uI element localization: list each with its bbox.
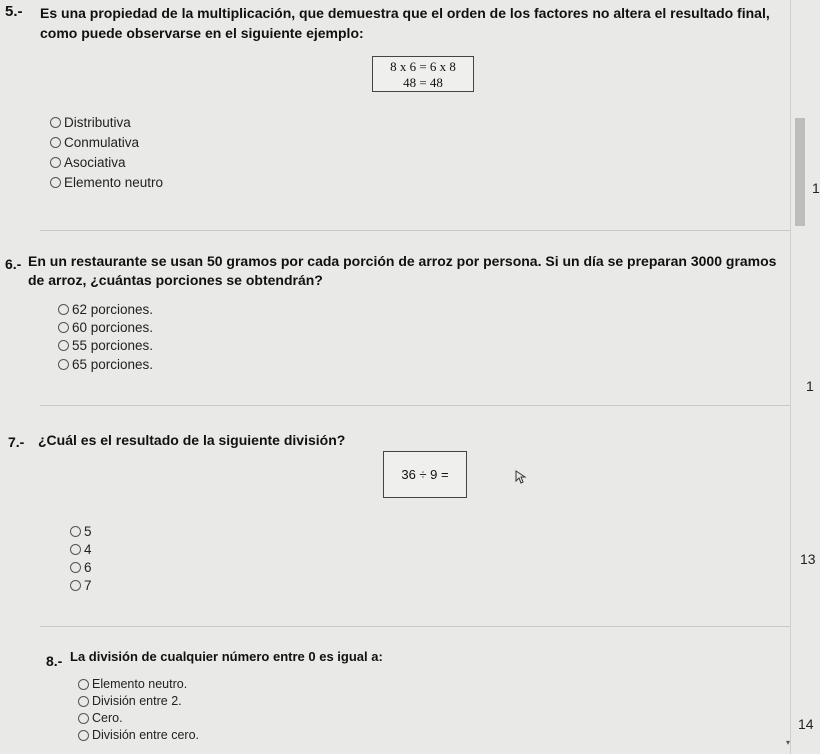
section-divider — [40, 626, 790, 627]
q7-option-label: 7 — [84, 578, 92, 593]
margin-number: 13 — [800, 551, 816, 567]
margin-number: 1 — [806, 378, 814, 394]
q7-option-2[interactable] — [70, 542, 92, 557]
q8-option-label: Cero. — [92, 711, 123, 725]
mouse-cursor-icon — [515, 470, 527, 489]
q5-option-2[interactable] — [50, 135, 139, 150]
radio-icon[interactable] — [70, 544, 81, 555]
q5-example-line2: 48 = 48 — [403, 75, 443, 90]
radio-icon[interactable] — [58, 322, 69, 333]
radio-icon[interactable] — [78, 679, 89, 690]
radio-icon[interactable] — [50, 157, 61, 168]
q7-option-1[interactable] — [70, 524, 92, 539]
radio-icon[interactable] — [58, 340, 69, 351]
q8-option-3[interactable] — [78, 711, 123, 725]
margin-number: 14 — [798, 716, 814, 732]
radio-icon[interactable] — [50, 117, 61, 128]
q8-option-label: Elemento neutro. — [92, 677, 188, 691]
radio-icon[interactable] — [78, 696, 89, 707]
q7-option-label: 6 — [84, 560, 92, 575]
radio-icon[interactable] — [78, 713, 89, 724]
q8-text: La división de cualquier número entre 0 es igual a: — [70, 649, 383, 664]
margin-number: 1 — [812, 180, 820, 196]
q7-expression-box — [383, 451, 467, 498]
right-margin-line — [790, 0, 791, 754]
q5-number: 5.- — [5, 3, 23, 20]
q5-text-line1: Es una propiedad de la multiplicación, que demuestra que el orden de los factores no altera el resultado final, — [40, 5, 770, 21]
radio-icon[interactable] — [70, 580, 81, 591]
q7-option-3[interactable] — [70, 560, 92, 575]
q7-text: ¿Cuál es el resultado de la siguiente división? — [38, 432, 346, 448]
section-divider — [40, 405, 790, 406]
radio-icon[interactable] — [70, 562, 81, 573]
q5-example-box — [372, 56, 474, 92]
q8-number: 8.- — [46, 653, 63, 669]
q8-option-label: División entre cero. — [92, 728, 199, 742]
q5-option-label: Asociativa — [64, 155, 126, 170]
q6-text-line2: de arroz, ¿cuántas porciones se obtendrán? — [28, 272, 323, 288]
radio-icon[interactable] — [58, 304, 69, 315]
radio-icon[interactable] — [78, 730, 89, 741]
q8-option-1[interactable] — [78, 677, 187, 691]
q8-option-4[interactable] — [78, 728, 199, 742]
section-divider — [40, 230, 790, 231]
q6-text-line1: En un restaurante se usan 50 gramos por cada porción de arroz por persona. Si un día se preparan 3000 gramos — [28, 253, 777, 269]
scroll-down-icon[interactable]: ▾ — [786, 738, 791, 747]
q6-option-label: 65 porciones. — [72, 357, 154, 372]
q5-example-line1: 8 x 6 = 6 x 8 — [390, 59, 456, 74]
q7-expression: 36 ÷ 9 = — [401, 467, 449, 482]
q6-option-4[interactable] — [58, 357, 153, 372]
q6-option-3[interactable] — [58, 338, 153, 353]
q5-option-4[interactable] — [50, 175, 163, 190]
q7-option-label: 4 — [84, 542, 92, 557]
q5-option-label: Distributiva — [64, 115, 131, 130]
q8-option-2[interactable] — [78, 694, 182, 708]
q6-option-2[interactable] — [58, 320, 153, 335]
radio-icon[interactable] — [70, 526, 81, 537]
q6-option-label: 60 porciones. — [72, 320, 154, 335]
radio-icon[interactable] — [50, 177, 61, 188]
q5-option-label: Conmulativa — [64, 135, 140, 150]
q5-text-line2: como puede observarse en el siguiente ejemplo: — [40, 25, 364, 41]
q6-option-1[interactable] — [58, 302, 153, 317]
q7-option-label: 5 — [84, 524, 92, 539]
radio-icon[interactable] — [50, 137, 61, 148]
q5-option-1[interactable] — [50, 115, 131, 130]
q6-option-label: 62 porciones. — [72, 302, 154, 317]
q7-number: 7.- — [8, 434, 25, 450]
scrollbar-thumb[interactable] — [795, 118, 805, 226]
q5-option-3[interactable] — [50, 155, 126, 170]
q6-number: 6.- — [5, 256, 22, 272]
q5-option-label: Elemento neutro — [64, 175, 164, 190]
q7-option-4[interactable] — [70, 578, 92, 593]
q6-option-label: 55 porciones. — [72, 338, 154, 353]
radio-icon[interactable] — [58, 359, 69, 370]
q8-option-label: División entre 2. — [92, 694, 182, 708]
